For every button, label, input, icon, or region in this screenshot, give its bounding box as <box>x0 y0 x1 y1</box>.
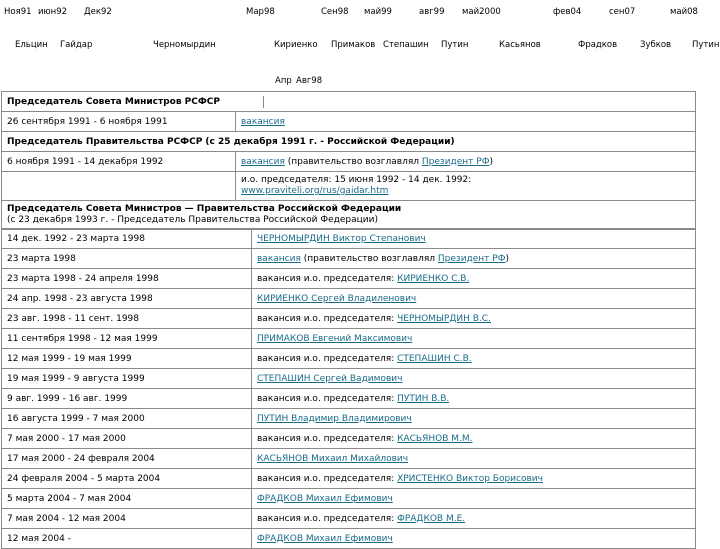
section-header <box>2 132 696 152</box>
period-cell: 26 сентября 1991 - 6 ноября 1991 <box>2 112 236 132</box>
president-link[interactable]: Президент РФ <box>437 253 506 264</box>
person-link[interactable]: КИРИЕНКО С.В. <box>397 273 470 284</box>
person-link[interactable]: КАСЬЯНОВ М.М. <box>397 433 473 444</box>
holder-link[interactable]: вакансия <box>241 156 285 167</box>
period-cell: 14 дек. 1992 - 23 марта 1998 <box>2 229 252 249</box>
period-cell: 23 авг. 1998 - 11 сент. 1998 <box>2 309 252 329</box>
holder-cell <box>252 229 696 249</box>
period-cell: 23 марта 1998 <box>2 249 252 269</box>
period-cell: 17 мая 2000 - 24 февраля 2004 <box>2 449 252 469</box>
person-link[interactable]: СТЕПАШИН С.В. <box>397 353 472 364</box>
timeline-date: май08 <box>670 7 698 17</box>
timeline-date: фев04 <box>553 7 582 17</box>
timeline-date: авг99 <box>419 7 445 17</box>
timeline-name: Фрадков <box>578 40 618 50</box>
timeline-name: Примаков <box>331 40 376 50</box>
holder-cell <box>236 172 696 201</box>
holder-note: (правительство возглавлял <box>300 253 438 264</box>
holder-cell <box>252 349 696 369</box>
holder-cell <box>252 269 696 289</box>
period-cell: 24 апр. 1998 - 23 августа 1998 <box>2 289 252 309</box>
person-link[interactable]: ПУТИН В.В. <box>397 393 450 404</box>
table-row <box>2 269 696 289</box>
table-row <box>2 469 696 489</box>
holder-cell <box>252 429 696 449</box>
period-cell: 7 мая 2000 - 17 мая 2000 <box>2 429 252 449</box>
timeline-date: сен07 <box>609 7 636 17</box>
table-row <box>2 349 696 369</box>
period-cell: 12 мая 2004 - <box>2 529 252 549</box>
timeline-date: Дек92 <box>84 7 112 17</box>
table-row <box>2 369 696 389</box>
period-cell: 24 февраля 2004 - 5 марта 2004 <box>2 469 252 489</box>
timeline-date: май2000 <box>462 7 501 17</box>
table-row <box>2 329 696 349</box>
premiers-table <box>1 91 696 230</box>
person-link[interactable]: ЧЕРНОМЫРДИН Виктор Степанович <box>257 233 426 244</box>
holder-note-end: ) <box>489 156 493 167</box>
period-cell: 6 ноября 1991 - 14 декабря 1992 <box>2 152 236 172</box>
holder-cell <box>252 529 696 549</box>
table-row <box>2 172 696 201</box>
timeline-date: Ноя91 <box>4 7 32 17</box>
timeline-date: Мар98 <box>246 7 275 17</box>
timeline-date: Сен98 <box>321 7 349 17</box>
period-cell: 16 августа 1999 - 7 мая 2000 <box>2 409 252 429</box>
timeline-date: май99 <box>364 7 392 17</box>
timeline-name: Путин <box>692 40 720 50</box>
person-link[interactable]: ЧЕРНОМЫРДИН В.С. <box>397 313 491 324</box>
person-link[interactable]: СТЕПАШИН Сергей Вадимович <box>257 373 403 384</box>
period-cell: 12 мая 1999 - 19 мая 1999 <box>2 349 252 369</box>
table-row <box>2 289 696 309</box>
person-link[interactable]: ХРИСТЕНКО Виктор Борисович <box>397 473 543 484</box>
timeline-name: Касьянов <box>499 40 541 50</box>
table-row <box>2 509 696 529</box>
acting-label: вакансия и.о. председателя: <box>257 353 398 364</box>
person-link[interactable]: вакансия <box>257 253 301 264</box>
holder-cell <box>252 289 696 309</box>
person-link[interactable]: ПУТИН Владимир Владимирович <box>257 413 412 424</box>
section-header <box>2 92 696 112</box>
period-cell: 19 мая 1999 - 9 августа 1999 <box>2 369 252 389</box>
table-row <box>2 409 696 429</box>
person-link[interactable]: ФРАДКОВ Михаил Ефимович <box>257 493 393 504</box>
holder-cell <box>252 369 696 389</box>
holder-cell <box>252 449 696 469</box>
period-cell: 5 марта 2004 - 7 мая 2004 <box>2 489 252 509</box>
acting-label: вакансия и.о. председателя: <box>257 433 398 444</box>
holder-cell <box>252 249 696 269</box>
person-link[interactable]: КАСЬЯНОВ Михаил Михайлович <box>257 453 409 464</box>
table-row <box>2 309 696 329</box>
table-row <box>2 229 696 249</box>
timeline-date: июн92 <box>38 7 68 17</box>
gaidar-link[interactable]: www.praviteli.org/rus/gaidar.htm <box>241 186 389 196</box>
holder-cell <box>252 309 696 329</box>
table-row <box>2 429 696 449</box>
table-row <box>2 529 696 549</box>
period-cell: 23 марта 1998 - 24 апреля 1998 <box>2 269 252 289</box>
holder-cell <box>236 112 696 132</box>
holder-note-end: ) <box>505 253 509 264</box>
timeline-name: Гайдар <box>60 40 93 50</box>
period-cell: 11 сентября 1998 - 12 мая 1999 <box>2 329 252 349</box>
acting-label: вакансия и.о. председателя: <box>257 473 398 484</box>
holder-note: (правительство возглавлял <box>284 156 422 167</box>
period-cell: 7 мая 2004 - 12 мая 2004 <box>2 509 252 529</box>
timeline-date: Апр <box>275 76 292 86</box>
timeline-name: Путин <box>441 40 469 50</box>
holder-cell <box>252 389 696 409</box>
period-cell <box>2 172 236 201</box>
period-cell: 9 авг. 1999 - 16 авг. 1999 <box>2 389 252 409</box>
acting-label: вакансия и.о. председателя: <box>257 513 398 524</box>
table-row <box>2 152 696 172</box>
section-subtitle: (с 23 декабря 1993 г. - Председатель Правительства Российской Федерации) <box>7 215 378 225</box>
acting-note: и.о. председателя: 15 июня 1992 - 14 дек. 1992: <box>241 175 472 185</box>
section-title: Председатель Совета Министров РСФСР <box>7 96 220 107</box>
president-link[interactable]: Президент РФ <box>421 156 490 167</box>
table-row <box>2 489 696 509</box>
section-title: Председатель Совета Министров — Правительства Российской Федерации <box>7 204 402 214</box>
timeline-name: Зубков <box>640 40 672 50</box>
timeline-date: Авг98 <box>296 76 323 86</box>
section-title: Председатель Правительства РСФСР (с 25 декабря 1991 г. - Российской Федерации) <box>7 136 455 147</box>
timeline-name: Кириенко <box>274 40 318 50</box>
table-row <box>2 249 696 269</box>
acting-label: вакансия и.о. председателя: <box>257 273 398 284</box>
holder-cell <box>252 409 696 429</box>
section-header <box>2 201 696 230</box>
acting-label: вакансия и.о. председателя: <box>257 313 398 324</box>
table-row <box>2 389 696 409</box>
person-link[interactable]: ФРАДКОВ М.Е. <box>397 513 466 524</box>
holder-cell <box>252 509 696 529</box>
holder-cell <box>252 489 696 509</box>
table-row <box>2 112 696 132</box>
person-link[interactable]: КИРИЕНКО Сергей Владиленович <box>257 293 417 304</box>
timeline-name: Черномырдин <box>153 40 216 50</box>
holder-cell <box>252 469 696 489</box>
person-link[interactable]: ПРИМАКОВ Евгений Максимович <box>257 333 413 344</box>
premiers-rows <box>1 228 696 549</box>
table-row <box>2 449 696 469</box>
person-link[interactable]: ФРАДКОВ Михаил Ефимович <box>257 533 393 544</box>
holder-link[interactable]: вакансия <box>241 116 285 127</box>
timeline-name: Степашин <box>383 40 429 50</box>
acting-label: вакансия и.о. председателя: <box>257 393 398 404</box>
timeline-name: Ельцин <box>15 40 48 50</box>
holder-cell <box>252 329 696 349</box>
holder-cell <box>236 152 696 172</box>
